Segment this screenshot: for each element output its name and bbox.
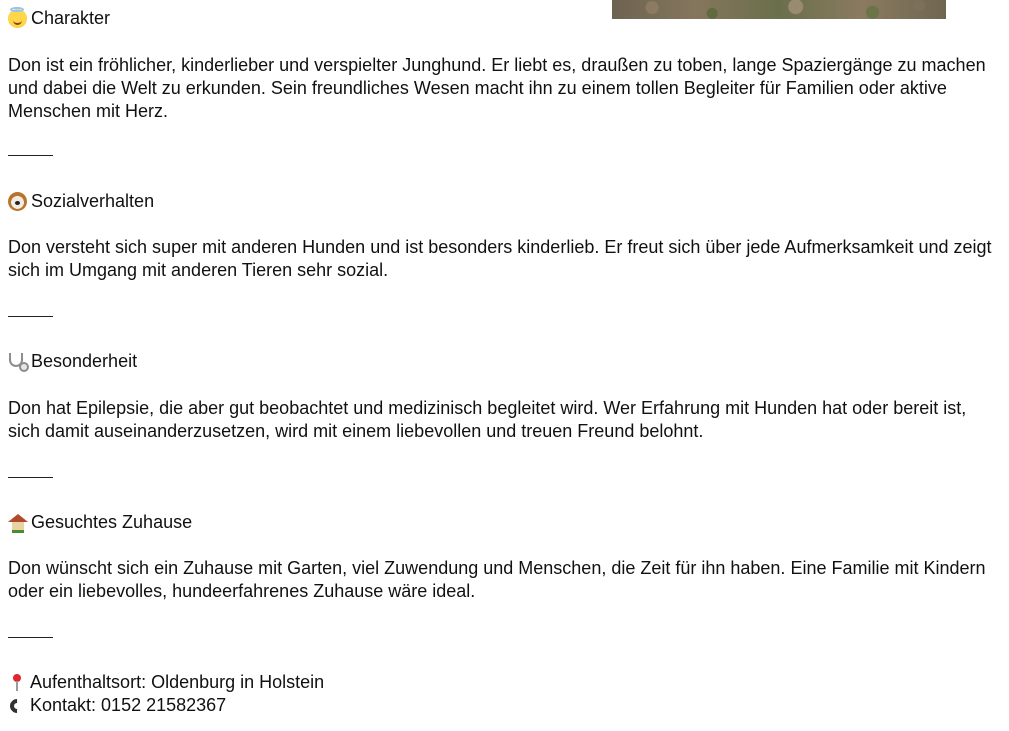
section-text-besonderheit: Don hat Epilepsie, die aber gut beobachtet und medizinisch begleitet wird. Wer Erfahrung mit Hunden hat oder bereit ist, sich damit auseinanderzusetzen, wird mit einem liebevollen und treuen Freund belohnt. bbox=[8, 398, 967, 441]
section-title: Charakter bbox=[31, 8, 111, 28]
location-text: Aufenthaltsort: Oldenburg in Holstein bbox=[30, 672, 325, 692]
location-pin-icon bbox=[8, 673, 27, 692]
dog-face-icon bbox=[8, 192, 27, 211]
divider bbox=[8, 637, 53, 638]
section-text-zuhause: Don wünscht sich ein Zuhause mit Garten, viel Zuwendung und Menschen, die Zeit für ihn haben. Eine Familie mit Kindern oder ein liebevolles, hundeerfahrenes Zuhause wäre ideal. bbox=[8, 558, 986, 601]
section-heading-charakter bbox=[8, 7, 110, 30]
dog-photo-crop bbox=[612, 0, 946, 19]
section-title: Gesuchtes Zuhause bbox=[31, 512, 193, 532]
divider bbox=[8, 155, 53, 156]
contact-line bbox=[8, 694, 226, 717]
divider bbox=[8, 316, 53, 317]
contact-text: Kontakt: 0152 21582367 bbox=[30, 695, 227, 715]
location-line bbox=[8, 671, 324, 694]
section-title: Sozialverhalten bbox=[31, 191, 155, 211]
section-heading-sozialverhalten bbox=[8, 190, 154, 213]
telephone-icon bbox=[8, 696, 27, 715]
house-with-garden-icon bbox=[8, 513, 27, 532]
smiling-face-with-halo-icon bbox=[8, 9, 27, 28]
section-heading-zuhause bbox=[8, 511, 192, 534]
divider bbox=[8, 477, 53, 478]
section-text-sozialverhalten: Don versteht sich super mit anderen Hunden und ist besonders kinderlieb. Er freut sich über jede Aufmerksamkeit und zeigt sich im Umgang mit anderen Tieren sehr sozial. bbox=[8, 237, 992, 280]
stethoscope-icon bbox=[8, 352, 27, 371]
section-title: Besonderheit bbox=[31, 351, 138, 371]
section-text-charakter: Don ist ein fröhlicher, kinderlieber und verspielter Junghund. Er liebt es, draußen zu toben, lange Spaziergänge zu machen und dabei die Welt zu erkunden. Sein freundliches Wesen macht ihn zu einem tollen Begleiter für Familien oder aktive Menschen mit Herz. bbox=[8, 55, 986, 121]
section-heading-besonderheit bbox=[8, 350, 137, 373]
